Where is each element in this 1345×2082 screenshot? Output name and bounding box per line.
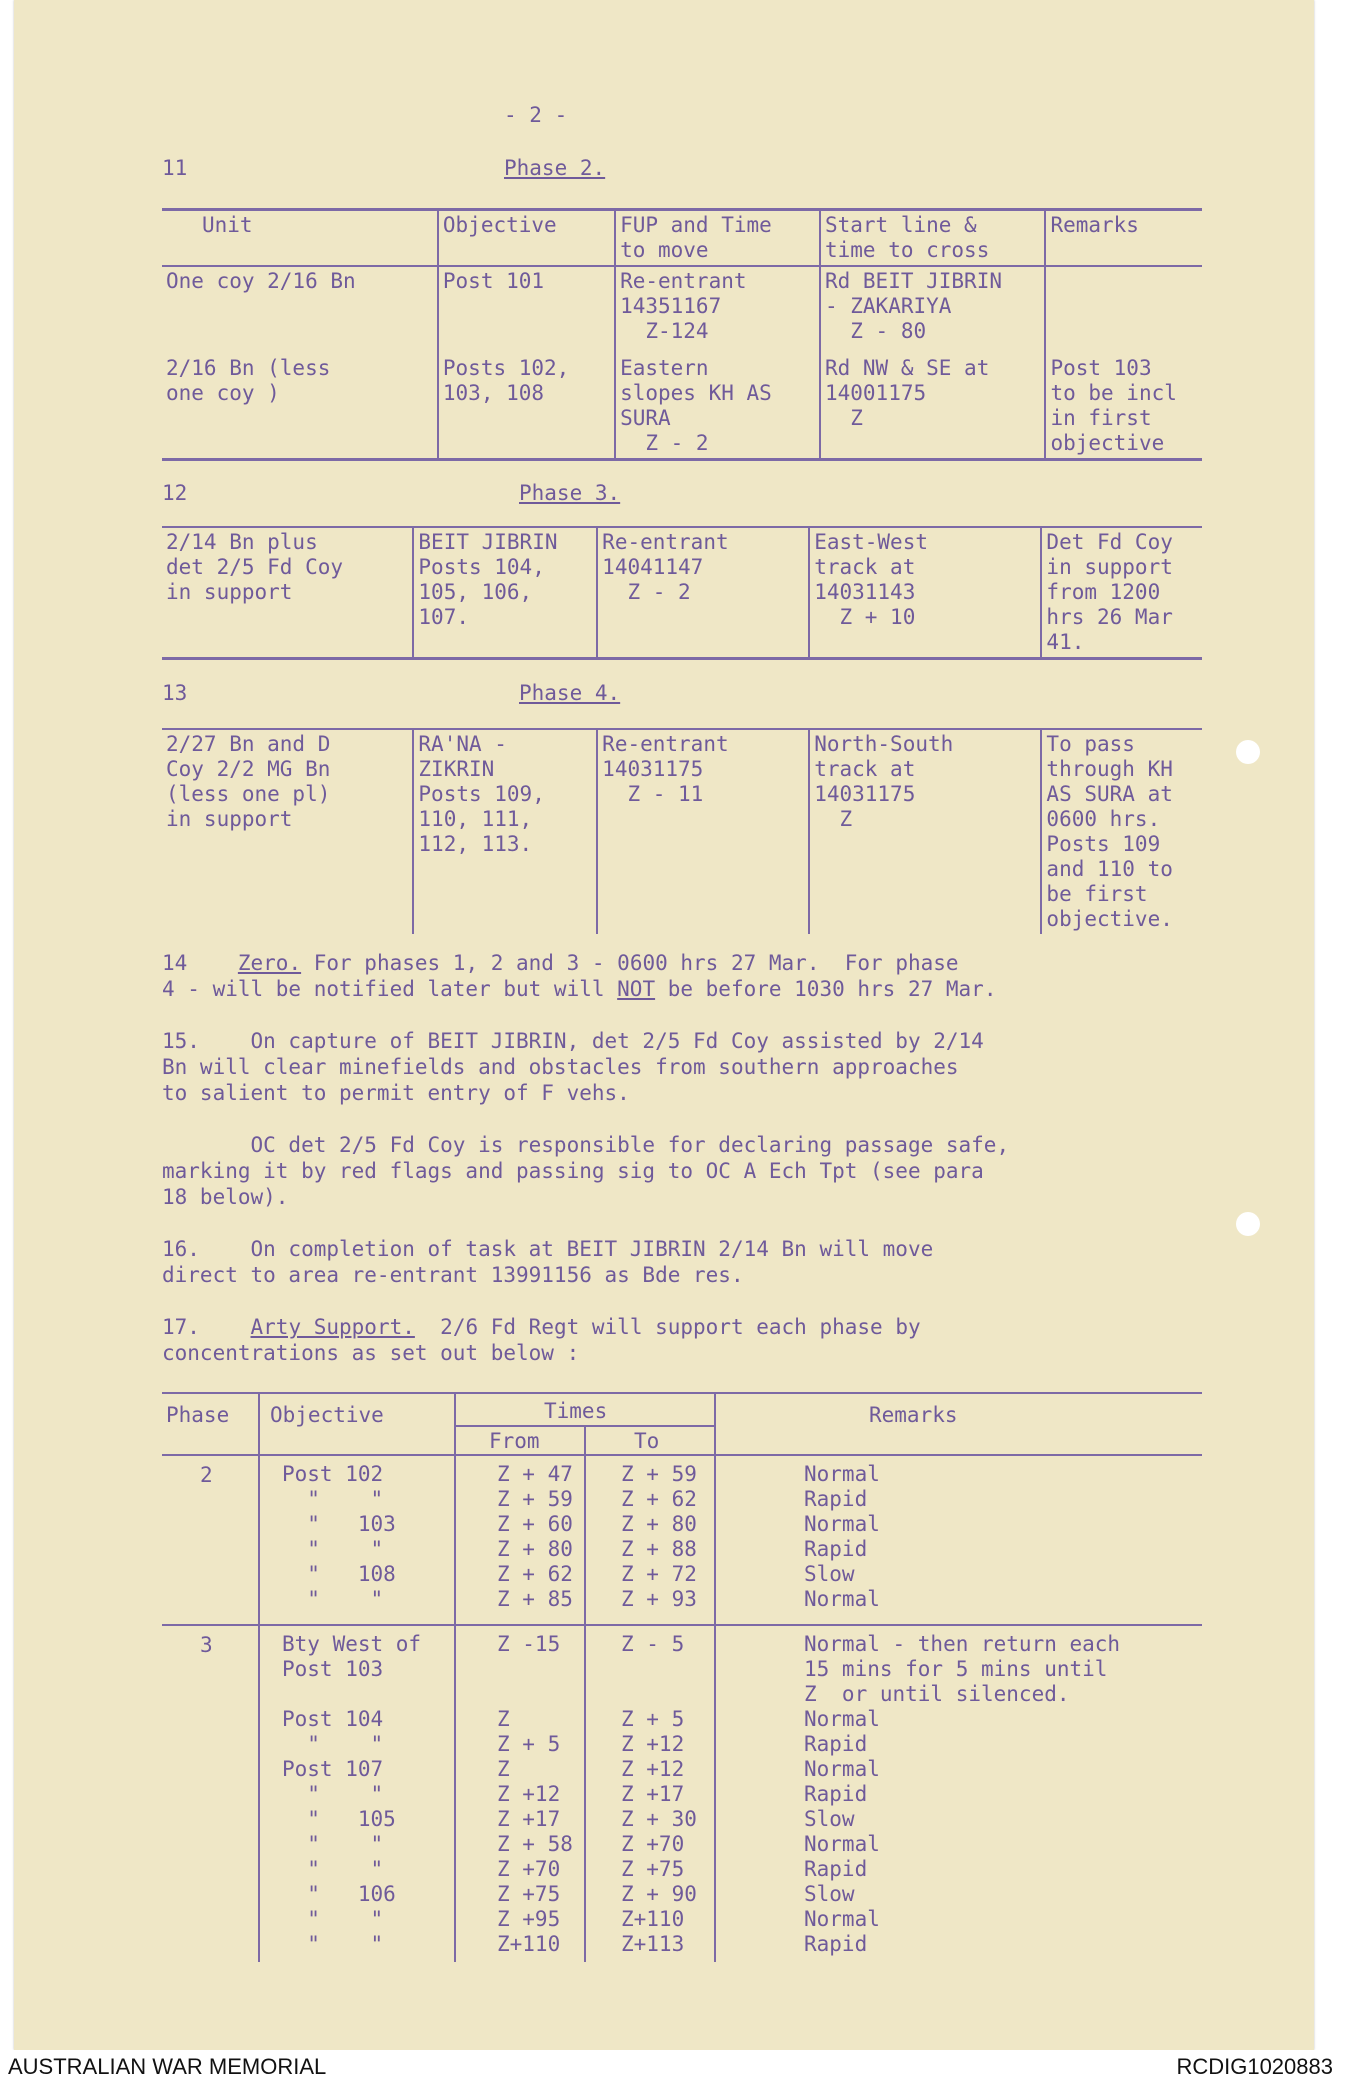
footer-left: AUSTRALIAN WAR MEMORIAL	[8, 2054, 327, 2079]
arty-from-cell: Z + 80	[497, 1537, 573, 1561]
arty-from-cell: Z -15	[497, 1632, 561, 1656]
arty-from-cell: Z +12	[497, 1782, 561, 1806]
arty-objective-cell: " "	[282, 1907, 384, 1931]
para-15-line: 15. On capture of BEIT JIBRIN, det 2/5 Fd Coy assisted by 2/14	[162, 1029, 984, 1053]
header-objective: Objective	[438, 210, 615, 267]
arty-to-cell: Z + 5	[621, 1707, 685, 1731]
para-14-text: For phases 1, 2 and 3 - 0600 hrs 27 Mar. For phase	[301, 951, 959, 975]
para-15-line: marking it by red flags and passing sig to OC A Ech Tpt (see para	[162, 1159, 984, 1183]
arty-header-phase: Phase	[166, 1403, 230, 1427]
arty-remark-cell: 15 mins for 5 mins until	[804, 1657, 1108, 1681]
para-15-line: Bn will clear minefields and obstacles from southern approaches	[162, 1055, 959, 1079]
arty-objective-cell: " 103	[282, 1512, 396, 1536]
arty-phase-2: 2	[200, 1463, 213, 1487]
arty-from-cell: Z + 5	[497, 1732, 561, 1756]
footer-right: RCDIG1020883	[1176, 2054, 1333, 2079]
header-unit: Unit	[202, 213, 253, 237]
arty-group-divider	[162, 1624, 1202, 1626]
arty-to-cell: Z +17	[621, 1782, 685, 1806]
arty-to-cell: Z + 88	[621, 1537, 697, 1561]
table-row	[162, 729, 1202, 934]
arty-header-bottom-rule	[162, 1454, 1202, 1456]
arty-phase-3: 3	[200, 1633, 213, 1657]
arty-remark-cell: Normal	[804, 1587, 880, 1611]
arty-remark-cell: Normal	[804, 1832, 880, 1856]
arty-objective-cell: " "	[282, 1782, 384, 1806]
arty-objective-cell: Post 102	[282, 1462, 384, 1486]
arty-objective-cell: Post 107	[282, 1757, 384, 1781]
arty-header-to: To	[634, 1429, 660, 1453]
cell-start-line: Rd BEIT JIBRIN - ZAKARIYA Z - 80	[820, 266, 1045, 346]
arty-phase-2-objectives	[282, 1462, 396, 1612]
cell-objective: Posts 102, 103, 108	[438, 346, 615, 460]
table-row	[162, 266, 1202, 346]
para-14-text: be before 1030 hrs 27 Mar.	[655, 977, 997, 1001]
arty-objective-cell	[282, 1682, 421, 1707]
arty-to-cell: Z + 90	[621, 1882, 697, 1906]
arty-objective-cell: " "	[282, 1857, 384, 1881]
cell-remarks	[1045, 266, 1202, 346]
arty-to-cell: Z +12	[621, 1757, 685, 1781]
phase-4-table	[162, 728, 1202, 934]
cell-unit: 2/27 Bn and D Coy 2/2 MG Bn (less one pl) in support	[166, 732, 331, 831]
cell-remarks: Det Fd Coy in support from 1200 hrs 26 Mar 41.	[1041, 527, 1202, 659]
para-15-line: OC det 2/5 Fd Coy is responsible for declaring passage safe,	[162, 1133, 1010, 1157]
arty-from-cell	[497, 1682, 573, 1707]
arty-objective-cell: " "	[282, 1932, 384, 1956]
arty-to-cell: Z +12	[621, 1732, 685, 1756]
para-15-line: to salient to permit entry of F vehs.	[162, 1081, 630, 1105]
arty-objective-cell: " "	[282, 1587, 384, 1611]
header-fup: FUP and Time to move	[615, 210, 820, 267]
arty-from-cell: Z +75	[497, 1882, 561, 1906]
arty-remark-cell: Z or until silenced.	[804, 1682, 1070, 1706]
section-11-title: Phase 2.	[504, 156, 606, 180]
cell-start-line: North-South track at 14031175 Z	[809, 729, 1041, 934]
punch-hole	[1236, 1212, 1260, 1236]
arty-col-divider	[714, 1392, 716, 1962]
arty-from-cell: Z + 62	[497, 1562, 573, 1586]
arty-objective-cell: " "	[282, 1487, 384, 1511]
arty-table-top-rule	[162, 1392, 1202, 1394]
arty-phase-3-to	[621, 1632, 697, 1957]
arty-to-cell: Z + 59	[621, 1462, 697, 1486]
section-13-number: 13	[162, 681, 188, 705]
arty-to-cell: Z+110	[621, 1907, 685, 1931]
arty-to-cell: Z - 5	[621, 1632, 685, 1656]
arty-col-divider	[454, 1392, 456, 1962]
arty-remark-cell: Slow	[804, 1562, 855, 1586]
arty-objective-cell: " "	[282, 1832, 384, 1856]
document-page	[14, 0, 1314, 2050]
arty-remark-cell: Normal	[804, 1512, 880, 1536]
para-14-text: 4 - will be notified later but will	[162, 977, 618, 1001]
arty-objective-cell: Post 103	[282, 1657, 384, 1681]
cell-fup: Re-entrant 14031175 Z - 11	[597, 729, 809, 934]
arty-remark-cell: Rapid	[804, 1487, 868, 1511]
arty-from-cell: Z +17	[497, 1807, 561, 1831]
arty-remark-cell: Rapid	[804, 1932, 868, 1956]
arty-from-cell	[497, 1657, 573, 1682]
cell-fup: Eastern slopes KH AS SURA Z - 2	[615, 346, 820, 460]
arty-objective-cell: " 108	[282, 1562, 396, 1586]
arty-to-cell: Z+113	[621, 1932, 685, 1956]
arty-phase-2-from	[497, 1462, 573, 1612]
section-12-number: 12	[162, 481, 188, 505]
para-14-not: NOT	[617, 977, 656, 1001]
arty-header-times: Times	[544, 1399, 608, 1423]
arty-remark-cell: Slow	[804, 1807, 855, 1831]
arty-from-cell: Z + 59	[497, 1487, 573, 1511]
cell-unit: 2/14 Bn plus det 2/5 Fd Coy in support	[166, 530, 344, 604]
para-17-line-1	[162, 1314, 921, 1340]
arty-objective-cell: Post 104	[282, 1707, 384, 1731]
section-12-title: Phase 3.	[519, 481, 621, 505]
arty-from-cell: Z + 58	[497, 1832, 573, 1856]
para-16-line: 16. On completion of task at BEIT JIBRIN 2/14 Bn will move	[162, 1237, 934, 1261]
arty-remark-cell: Normal - then return each	[804, 1632, 1121, 1656]
cell-unit: 2/16 Bn (less one coy )	[166, 356, 331, 405]
para-17-number: 17.	[162, 1315, 200, 1339]
arty-col-divider	[584, 1425, 586, 1962]
arty-to-cell: Z + 72	[621, 1562, 697, 1586]
para-16-line: direct to area re-entrant 13991156 as Bde res.	[162, 1263, 744, 1287]
cell-remarks: Post 103 to be incl in first objective	[1045, 346, 1202, 460]
archive-footer	[0, 2050, 1345, 2082]
para-14-number: 14	[162, 951, 188, 975]
header-remarks: Remarks	[1045, 210, 1202, 267]
cell-fup: Re-entrant 14041147 Z - 2	[597, 527, 809, 659]
para-14-heading: Zero.	[237, 951, 302, 975]
punch-hole	[1236, 740, 1260, 764]
arty-remark-cell: Rapid	[804, 1732, 868, 1756]
arty-to-cell: Z +70	[621, 1832, 685, 1856]
arty-objective-cell: " "	[282, 1732, 384, 1756]
arty-objective-cell: " "	[282, 1537, 384, 1561]
cell-remarks: To pass through KH AS SURA at 0600 hrs. Posts 109 and 110 to be first objective.	[1041, 729, 1202, 934]
arty-from-cell: Z +70	[497, 1857, 561, 1881]
arty-objective-cell: Bty West of	[282, 1632, 422, 1656]
para-14-line-1	[162, 950, 959, 976]
arty-remark-cell: Normal	[804, 1907, 880, 1931]
arty-header-objective: Objective	[270, 1403, 384, 1427]
arty-from-cell: Z + 60	[497, 1512, 573, 1536]
para-17-text: 2/6 Fd Regt will support each phase by	[414, 1315, 921, 1339]
arty-remark-cell: Normal	[804, 1462, 880, 1486]
arty-remark-cell: Normal	[804, 1707, 880, 1731]
cell-unit: One coy 2/16 Bn	[166, 269, 356, 293]
arty-to-cell	[621, 1682, 697, 1707]
arty-to-cell: Z + 30	[621, 1807, 697, 1831]
arty-to-cell	[621, 1657, 697, 1682]
para-17-heading: Arty Support.	[250, 1315, 415, 1339]
arty-from-cell: Z +95	[497, 1907, 561, 1931]
arty-to-cell: Z + 62	[621, 1487, 697, 1511]
arty-phase-3-from	[497, 1632, 573, 1957]
arty-to-cell: Z +75	[621, 1857, 685, 1881]
arty-phase-2-remarks	[804, 1462, 880, 1612]
arty-remark-cell: Slow	[804, 1882, 855, 1906]
arty-remark-cell: Rapid	[804, 1857, 868, 1881]
cell-objective: BEIT JIBRIN Posts 104, 105, 106, 107.	[413, 527, 597, 659]
arty-remark-cell: Normal	[804, 1757, 880, 1781]
header-start-line: Start line & time to cross	[820, 210, 1045, 267]
arty-remark-cell: Rapid	[804, 1537, 868, 1561]
page-number: - 2 -	[504, 103, 568, 127]
arty-col-divider	[258, 1392, 260, 1962]
arty-from-cell: Z+110	[497, 1932, 561, 1956]
cell-objective: RA'NA - ZIKRIN Posts 109, 110, 111, 112, 113.	[413, 729, 597, 934]
para-17-line-2: concentrations as set out below :	[162, 1341, 580, 1365]
arty-objective-cell: " 106	[282, 1882, 396, 1906]
cell-start-line: Rd NW & SE at 14001175 Z	[820, 346, 1045, 460]
arty-header-remarks: Remarks	[869, 1403, 958, 1427]
cell-fup: Re-entrant 14351167 Z-124	[615, 266, 820, 346]
arty-phase-2-to	[621, 1462, 697, 1612]
arty-to-cell: Z + 93	[621, 1587, 697, 1611]
table-header-row	[162, 210, 1202, 267]
arty-phase-3-objectives	[282, 1632, 421, 1957]
arty-remark-cell: Rapid	[804, 1782, 868, 1806]
section-13-title: Phase 4.	[519, 681, 621, 705]
arty-from-cell: Z	[497, 1707, 510, 1731]
table-row	[162, 346, 1202, 460]
table-row	[162, 527, 1202, 659]
section-11-number: 11	[162, 156, 188, 180]
arty-from-cell: Z + 47	[497, 1462, 573, 1486]
para-15-line: 18 below).	[162, 1185, 289, 1209]
phase-2-table	[162, 208, 1202, 461]
cell-start-line: East-West track at 14031143 Z + 10	[809, 527, 1041, 659]
arty-from-cell: Z	[497, 1757, 510, 1781]
arty-objective-cell: " 105	[282, 1807, 396, 1831]
arty-to-cell: Z + 80	[621, 1512, 697, 1536]
arty-phase-3-remarks	[804, 1632, 1120, 1957]
cell-objective: Post 101	[438, 266, 615, 346]
para-14-line-2	[162, 976, 996, 1002]
phase-3-table	[162, 526, 1202, 660]
arty-header-from: From	[489, 1429, 540, 1453]
arty-from-cell: Z + 85	[497, 1587, 573, 1611]
